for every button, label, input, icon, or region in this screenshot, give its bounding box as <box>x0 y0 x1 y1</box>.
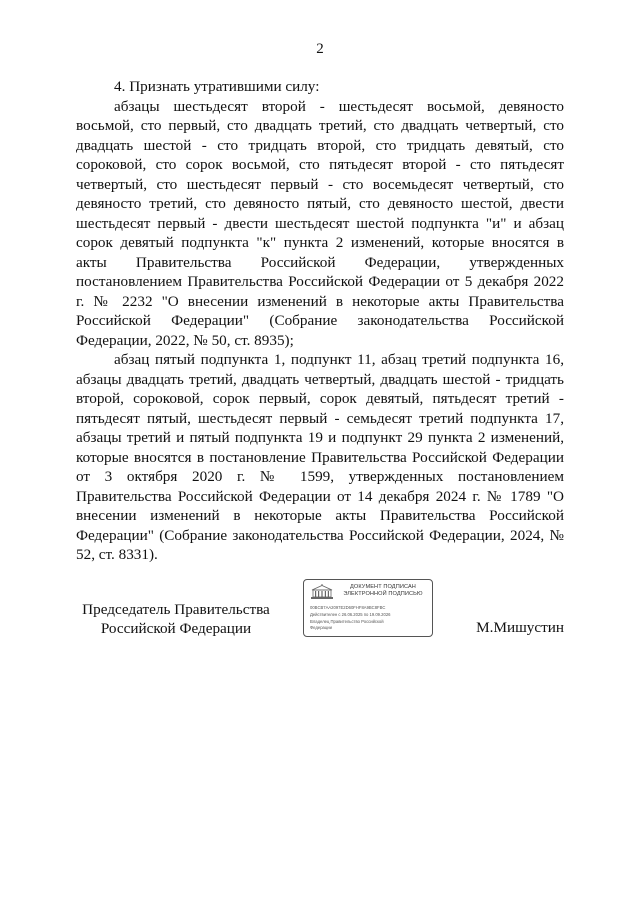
stamp-validity: Действителен с 26.06.2025 по 19.09.2026 <box>310 612 391 617</box>
stamp-owner-line-2: Федерации <box>310 625 332 630</box>
signature-block <box>0 577 640 647</box>
stamp-owner-line-1: Владелец Правительство Российской <box>310 619 384 624</box>
document-body <box>76 77 564 565</box>
government-building-icon <box>310 584 334 600</box>
page-number: 2 <box>316 41 324 57</box>
signatory-name: М.Мишустин <box>476 619 564 636</box>
paragraph-repealed-resolution-1789: абзац пятый подпункта 1, подпункт 11, абзац третий подпункта 16, абзацы двадцать третий, двадцать четвертый, двадцать шестой - тридцать второй, сороковой, сорок первый, сорок девятый, пятьдесят третий - пятьдесят пятый, шестьдесят первый - семьдесят третий подпункта 17, абзацы третий и пятый подпункта 19 и подпункт 29 пункта 2 изменений, которые вносятся в постановление Правительства Российской Федерации от 3 октября 2020 г. № 1599, утвержденных постановлением Правительства Российской Федерации от 14 декабря 2024 г. № 1789 "О внесении изменений в некоторые акты Правительства Российской Федерации" (Собрание законодательства Российской Федерации, 2024, № 52, ст. 8331). <box>76 351 564 563</box>
paragraph-item-4: 4. Признать утратившими силу: <box>114 78 320 95</box>
stamp-heading: ДОКУМЕНТ ПОДПИСАН ЭЛЕКТРОННОЙ ПОДПИСЬЮ <box>343 584 423 597</box>
signatory-title: Председатель Правительства Российской Федерации <box>82 601 270 637</box>
stamp-certificate: 00BCB7AA2097E2D60FHF8A9BC8FBC <box>310 605 386 610</box>
paragraph-repealed-resolution-2232: абзацы шестьдесят второй - шестьдесят восьмой, девяносто восьмой, сто первый, сто двадцать третий, сто двадцать четвертый, сто двадцать шестой - сто тридцать второй, сто тридцать девятый, сто сороковой, сто сорок восьмой, сто пятьдесят второй - сто пятьдесят четвертый, сто шестьдесят первый - сто восемьдесят четвертый, сто девяносто третий, сто девяносто пятый, сто девяносто шестой, двести шестьдесят первый - двести шестьдесят шестой подпункта "и" и абзац сорок девятый подпункта "к" пункта 2 изменений, которые вносятся в акты Правительства Российской Федерации, утвержденных постановлением Правительства Российской Федерации от 5 декабря 2022 г. № 2232 "О внесении изменений в некоторые акты Правительства Российской Федерации" (Собрание законодательства Российской Федерации, 2022, № 50, ст. 8935); <box>76 97 564 349</box>
electronic-signature-stamp <box>303 579 433 637</box>
